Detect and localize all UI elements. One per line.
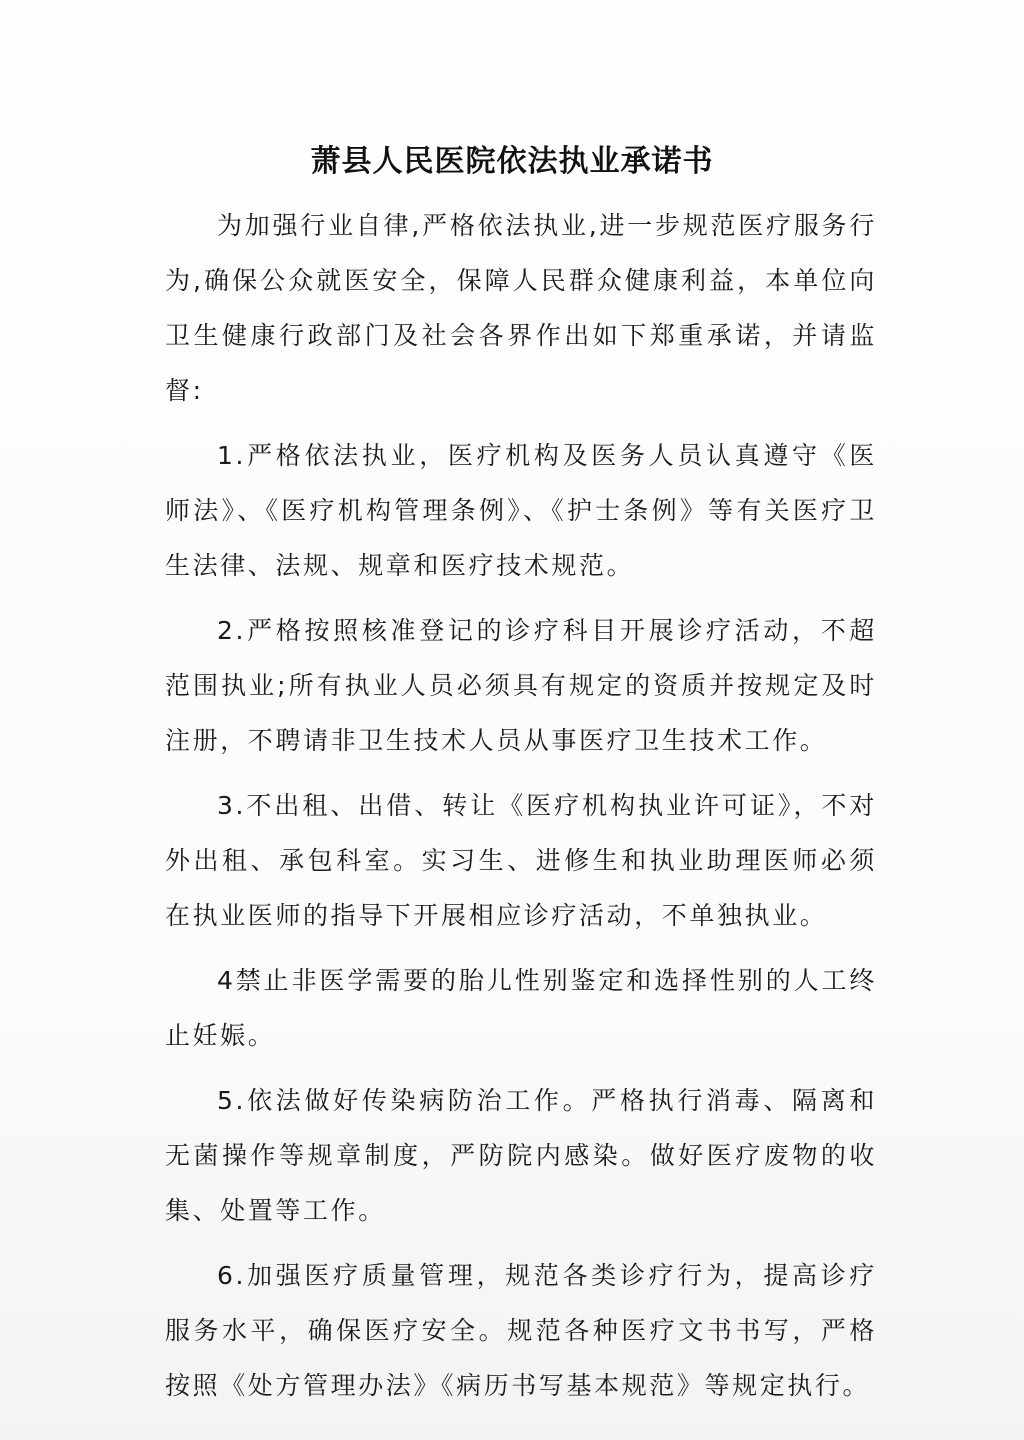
commitment-item-4: 4禁止非医学需要的胎儿性别鉴定和选择性别的人工终止妊娠。: [165, 966, 877, 1050]
document-body: [165, 198, 877, 1423]
commitment-item-6: 6.加强医疗质量管理，规范各类诊疗行为，提高诊疗服务水平，确保医疗安全。规范各种医疗文书书写，严格按照《处方管理办法》《病历书写基本规范》等规定执行。: [165, 1261, 877, 1400]
document-title: 萧县人民医院依法执业承诺书: [310, 144, 714, 179]
commitment-item-1: 1.严格依法执业，医疗机构及医务人员认真遵守《医师法》、《医疗机构管理条例》、《护士条例》等有关医疗卫生法律、法规、规章和医疗技术规范。: [165, 441, 877, 580]
intro-paragraph: 为加强行业自律,严格依法执业,进一步规范医疗服务行为,确保公众就医安全，保障人民群众健康利益，本单位向卫生健康行政部门及社会各界作出如下郑重承诺，并请监督:: [165, 211, 877, 405]
commitment-item-5: 5.依法做好传染病防治工作。严格执行消毒、隔离和无菌操作等规章制度，严防院内感染。做好医疗废物的收集、处置等工作。: [165, 1086, 877, 1225]
commitment-item-3: 3.不出租、出借、转让《医疗机构执业许可证》，不对外出租、承包科室。实习生、进修生和执业助理医师必须在执业医师的指导下开展相应诊疗活动，不单独执业。: [165, 791, 877, 930]
commitment-item-2: 2.严格按照核准登记的诊疗科目开展诊疗活动，不超范围执业;所有执业人员必须具有规定的资质并按规定及时注册，不聘请非卫生技术人员从事医疗卫生技术工作。: [165, 616, 877, 755]
